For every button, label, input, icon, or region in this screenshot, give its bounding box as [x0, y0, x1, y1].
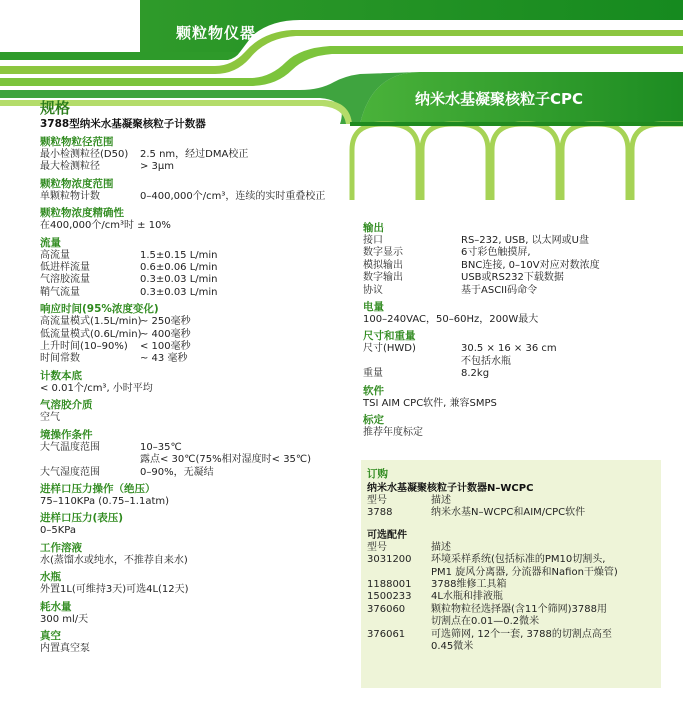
output-heading: 输出: [363, 222, 384, 234]
spec-row: [40, 191, 358, 203]
spec-value: ~ 250毫秒: [140, 316, 191, 328]
option-desc: 颗粒物粒径选择器(含11个筛网)3788用: [431, 603, 607, 615]
inlet-pressure-text: 75–110KPa (0.75–1.1atm): [40, 495, 170, 507]
option-desc: 3788维修工具箱: [431, 579, 507, 591]
product-title: 纳米水基凝聚核粒子CPC: [415, 90, 584, 108]
option-desc: 4L水瓶和排液瓶: [431, 591, 503, 603]
power-heading: 电量: [363, 301, 384, 314]
spec-value: 8.2kg: [461, 368, 490, 380]
background-heading: 计数本底: [40, 369, 82, 382]
spec-label: 尺寸(HWD): [363, 343, 416, 355]
option-desc: 可选筛网, 12个一套, 3788的切割点高至: [431, 628, 612, 640]
option-model: 376060: [367, 603, 406, 615]
water-use-heading: 耗水量: [40, 600, 72, 613]
spec-value: 0.3±0.03 L/min: [140, 274, 218, 286]
spec-value: 0.3±0.03 L/min: [140, 286, 218, 298]
option-desc-cont: 0.45微米: [431, 641, 474, 653]
inlet-gauge-heading: 进样口压力(表压): [40, 512, 124, 525]
spec-label: 单颗粒物计数: [40, 190, 100, 202]
spec-label: 最大检测粒径: [40, 161, 100, 173]
option-row: [367, 579, 655, 591]
spec-row: [363, 260, 663, 272]
spec-label: 时间常数: [40, 353, 80, 365]
specs-column: [40, 100, 358, 655]
option-row: [367, 629, 655, 641]
options-header-row: [367, 542, 655, 554]
spec-row: [40, 442, 358, 454]
spec-label: 大气温度范围: [40, 441, 100, 453]
spec-row: [40, 287, 358, 299]
spec-label: 低进样流量: [40, 262, 90, 274]
order-heading: 订购: [367, 468, 388, 480]
options-heading: 可选配件: [367, 529, 407, 541]
option-row: [367, 591, 655, 603]
environment-heading: 境操作条件: [40, 428, 93, 441]
option-row: [367, 604, 655, 616]
spec-row: [40, 329, 358, 341]
spec-value: 基于ASCII码命令: [461, 284, 538, 296]
order-model: 3788: [367, 507, 393, 519]
spec-row: [363, 368, 663, 380]
spec-value: < 100毫秒: [140, 341, 191, 353]
spec-row: [363, 272, 663, 284]
vacuum-text: 内置真空泵: [40, 642, 90, 654]
col-model-label: 型号: [367, 495, 387, 506]
software-heading: 软件: [363, 384, 384, 397]
software-text: TSI AIM CPC软件, 兼容SMPS: [363, 397, 497, 409]
spec-value: USB或RS232下载数据: [461, 272, 564, 284]
order-row: [367, 507, 655, 519]
ordering-box: [361, 460, 661, 688]
option-model: 1500233: [367, 591, 412, 603]
water-bottle-heading: 水瓶: [40, 571, 61, 584]
calibration-text: 推荐年度标定: [363, 427, 423, 439]
water-use-text: 300 ml/天: [40, 613, 89, 625]
spec-value: 30.5 × 16 × 36 cm: [461, 343, 557, 355]
medium-heading: 气溶胶介质: [40, 399, 93, 412]
spec-row: [40, 262, 358, 274]
inlet-pressure-heading: 进样口压力操作（绝压）: [40, 482, 156, 495]
spec-value: 2.5 nm，经过DMA校正: [140, 149, 249, 160]
spec-value: 1.5±0.15 L/min: [140, 249, 218, 261]
spec-row: [40, 149, 358, 161]
spec-row: [40, 316, 358, 328]
spec-row: [40, 161, 358, 173]
conc-range-heading: 颗粒物浓度范围: [40, 177, 114, 190]
working-fluid-text: 水(蒸馏水或纯水，不推荐自来水): [40, 554, 188, 566]
power-text: 100–240VAC，50–60Hz，200W最大: [363, 314, 539, 326]
spec-label: 重量: [363, 368, 383, 380]
option-model: 1188001: [367, 579, 412, 591]
spec-label: 上升时间(10–90%): [40, 341, 128, 353]
background-text: < 0.01个/cm³, 小时平均: [40, 382, 153, 394]
spec-value: 0–90%，无凝结: [140, 466, 214, 478]
spec-label: 低流量模式(0.6L/min): [40, 328, 142, 340]
spec-value: BNC连接, 0–10V对应对数浓度: [461, 259, 600, 271]
option-model: 376061: [367, 628, 406, 640]
option-row: [367, 554, 655, 566]
spec-row: [40, 341, 358, 353]
inlet-gauge-text: 0–5KPa: [40, 525, 76, 537]
size-heading: 尺寸和重量: [363, 330, 416, 343]
order-desc: 纳米水基N–WCPC和AIM/CPC软件: [431, 507, 586, 519]
spec-value: RS–232, USB, 以太网或U盘: [461, 235, 589, 246]
spec-value: 10–35℃: [140, 441, 182, 453]
spec-value: > 3μm: [140, 161, 175, 173]
conc-accuracy-text: 在400,000个/cm³时 ± 10%: [40, 220, 171, 232]
spec-label: 高流量模式(1.5L/min): [40, 316, 142, 328]
spec-label: 鞘气流量: [40, 286, 80, 298]
spec-label: 气溶胶流量: [40, 274, 90, 286]
vacuum-heading: 真空: [40, 629, 61, 642]
particle-range-heading: 颗粒物粒径范围: [40, 136, 114, 148]
order-subtitle: 纳米水基凝聚核粒子计数器N–WCPC: [367, 483, 534, 494]
spec-row: [40, 250, 358, 262]
specs-heading: 规格: [40, 99, 71, 117]
spec-row: [40, 274, 358, 286]
spec-label: 数字输出: [363, 272, 403, 284]
order-header-row: [367, 495, 655, 507]
spec-note: 露点< 30℃(75%相对湿度时< 35℃): [140, 454, 312, 466]
medium-text: 空气: [40, 412, 60, 424]
spec-row: [40, 353, 358, 365]
option-desc-cont: PM1 旋风分离器, 分流器和Nafion干燥管): [431, 566, 618, 578]
conc-accuracy-heading: 颗粒物浓度精确性: [40, 207, 124, 220]
spec-value: 0.6±0.06 L/min: [140, 262, 218, 274]
spec-label: 模拟输出: [363, 259, 403, 271]
spec-row: [363, 247, 663, 259]
right-specs-column: [363, 218, 663, 439]
col-model-label: 型号: [367, 541, 387, 553]
col-desc-label: 描述: [431, 541, 451, 553]
spec-value: ~ 400毫秒: [140, 328, 191, 340]
spec-label: 大气湿度范围: [40, 466, 100, 478]
calibration-heading: 标定: [363, 414, 384, 427]
spec-label: 最小检测粒径(D50): [40, 149, 129, 160]
spec-label: 高流量: [40, 249, 70, 261]
flow-heading: 流量: [40, 236, 61, 249]
spec-value: 0–400,000个/cm³，连续的实时重叠校正: [140, 190, 326, 202]
option-desc-cont: 切割点在0.01—0.2微米: [431, 616, 540, 628]
option-desc: 环境采样系统(包括标准的PM10切割头,: [431, 554, 606, 566]
category-title: 颗粒物仪器: [176, 24, 257, 42]
response-heading: 响应时间(95%浓度变化): [40, 303, 159, 316]
working-fluid-heading: 工作溶液: [40, 541, 82, 554]
spec-label: 协议: [363, 284, 383, 296]
spec-value: ~ 43 毫秒: [140, 353, 188, 365]
specs-subtitle: 3788型纳米水基凝聚核粒子计数器: [40, 118, 206, 130]
spec-row: [363, 343, 663, 355]
spec-label: 接口: [363, 235, 383, 246]
spec-row: [40, 467, 358, 479]
col-desc-label: 描述: [431, 495, 451, 506]
spec-row: [363, 235, 663, 247]
water-bottle-text: 外置1L(可维持3天)可选4L(12天): [40, 584, 189, 596]
spec-note: 不包括水瓶: [461, 355, 511, 367]
spec-row: [363, 285, 663, 297]
option-model: 3031200: [367, 554, 412, 566]
spec-label: 数字显示: [363, 247, 403, 259]
spec-value: 6寸彩色触摸屏,: [461, 247, 531, 259]
